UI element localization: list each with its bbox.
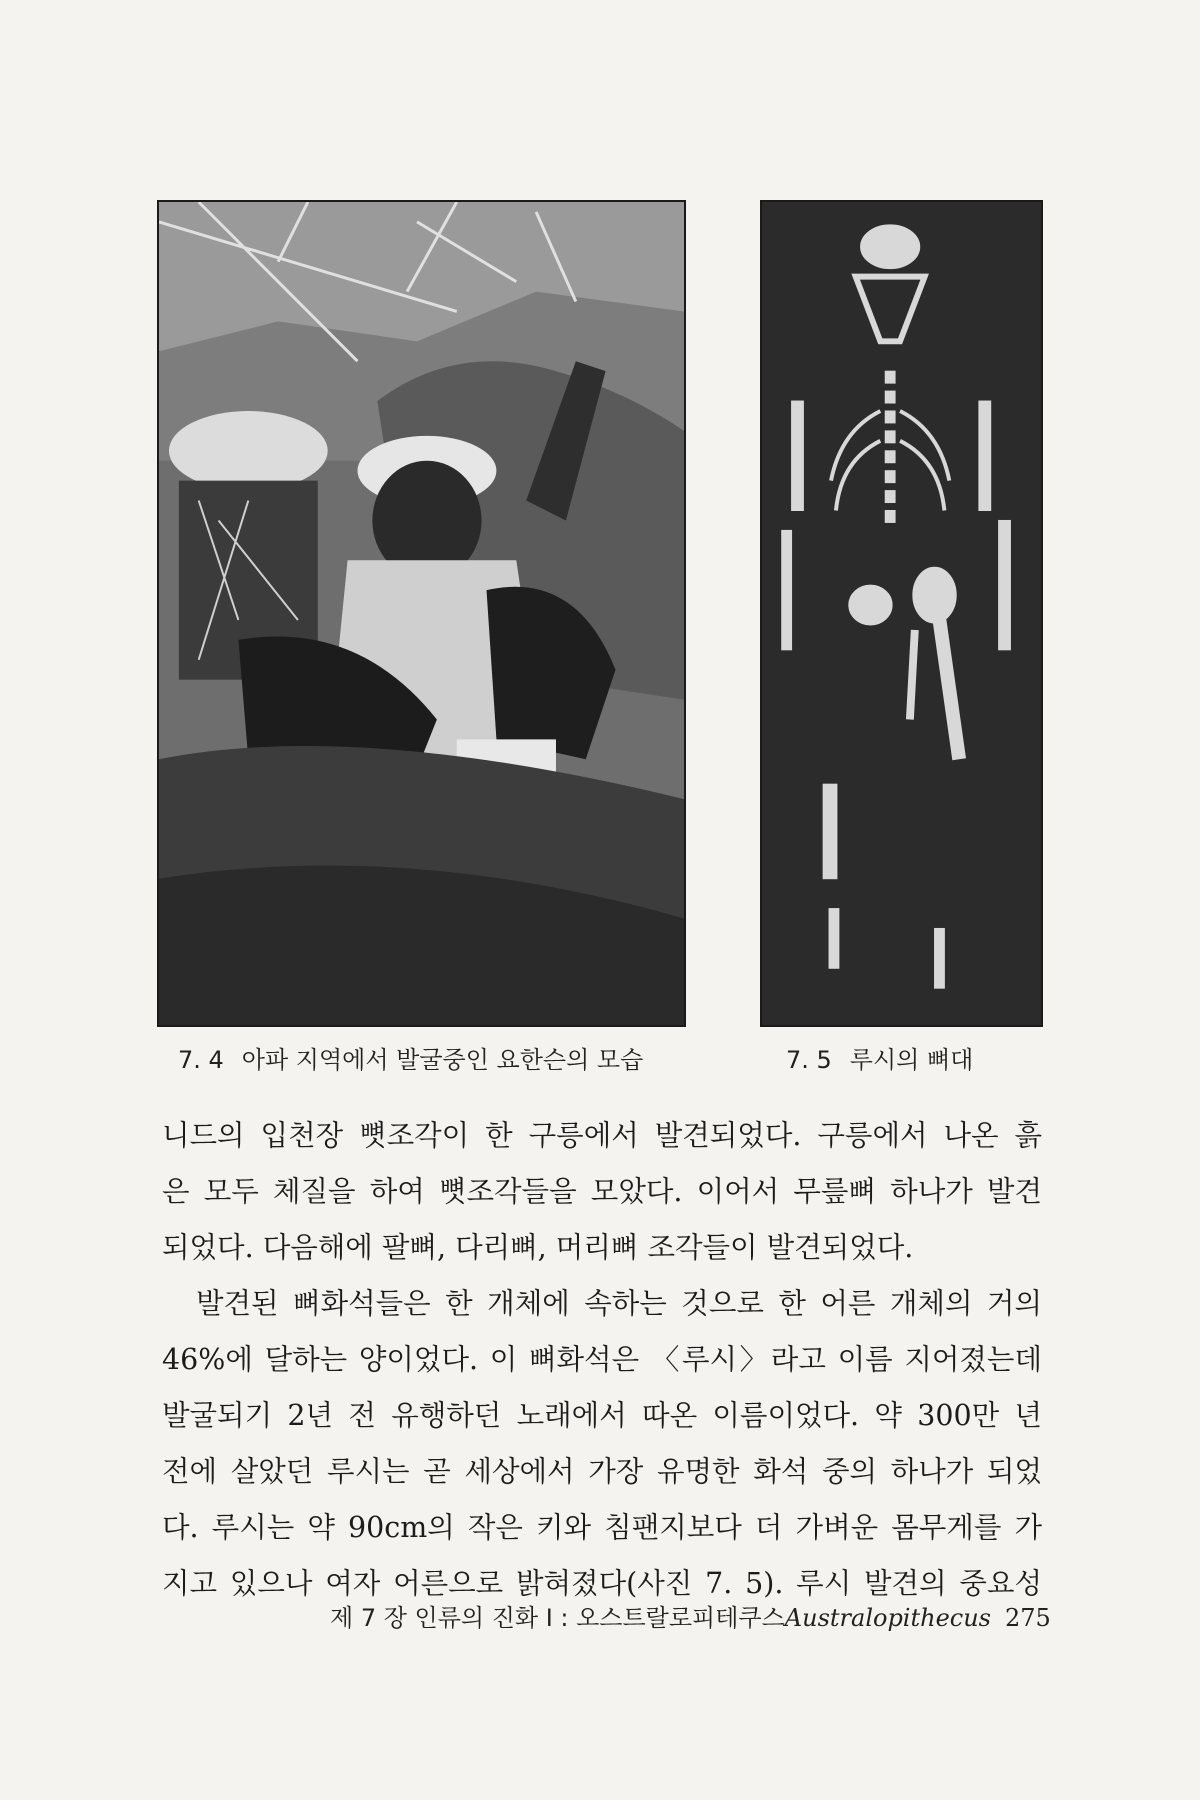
figure-caption-7-4: [178, 1040, 643, 1075]
skeleton-illustration: [762, 202, 1041, 1025]
body-line: 전에 살았던 루시는 곧 세상에서 가장 유명한 화석 중의 하나가 되었: [162, 1455, 1042, 1488]
figure-caption-text: 루시의 뼈대: [849, 1046, 974, 1074]
body-line: 지고 있으나 여자 어른으로 밝혀졌다(사진 7. 5). 루시 발견의 중요성: [162, 1567, 1042, 1600]
figure-number: 7. 4: [178, 1046, 224, 1074]
body-line: 되었다. 다음해에 팔뼈, 다리뼈, 머리뼈 조각들이 발견되었다.: [162, 1231, 914, 1264]
figure-caption-7-5: [786, 1040, 973, 1075]
figure-number: 7. 5: [786, 1046, 832, 1074]
figure-caption-text: 아파 지역에서 발굴중인 요한슨의 모습: [241, 1046, 644, 1074]
running-footer: [330, 1598, 1051, 1633]
body-line: 발굴되기 2년 전 유행하던 노래에서 따온 이름이었다. 약 300만 년: [162, 1399, 1042, 1432]
excavation-photo-illustration: [159, 202, 684, 1025]
body-line: 은 모두 체질을 하여 뼛조각들을 모았다. 이어서 무릎뼈 하나가 발견: [162, 1175, 1042, 1208]
body-paragraphs: [162, 1108, 1042, 1612]
body-line: 다. 루시는 약 90cm의 작은 키와 침팬지보다 더 가벼운 몸무게를 가: [162, 1511, 1042, 1544]
chapter-latin-term: Australopithecus: [784, 1604, 991, 1632]
body-line: 46%에 달하는 양이었다. 이 뼈화석은 〈루시〉라고 이름 지어졌는데: [162, 1343, 1042, 1376]
body-line: 니드의 입천장 뼛조각이 한 구릉에서 발견되었다. 구릉에서 나온 흙: [162, 1119, 1042, 1152]
excavation-photo: [157, 200, 686, 1027]
lucy-skeleton-photo: [760, 200, 1043, 1027]
chapter-title: 제 7 장 인류의 진화 Ⅰ : 오스트랄로피테쿠스: [330, 1604, 785, 1632]
page-number: 275: [1005, 1604, 1051, 1632]
body-line: 발견된 뼈화석들은 한 개체에 속하는 것으로 한 어른 개체의 거의: [196, 1287, 1042, 1320]
